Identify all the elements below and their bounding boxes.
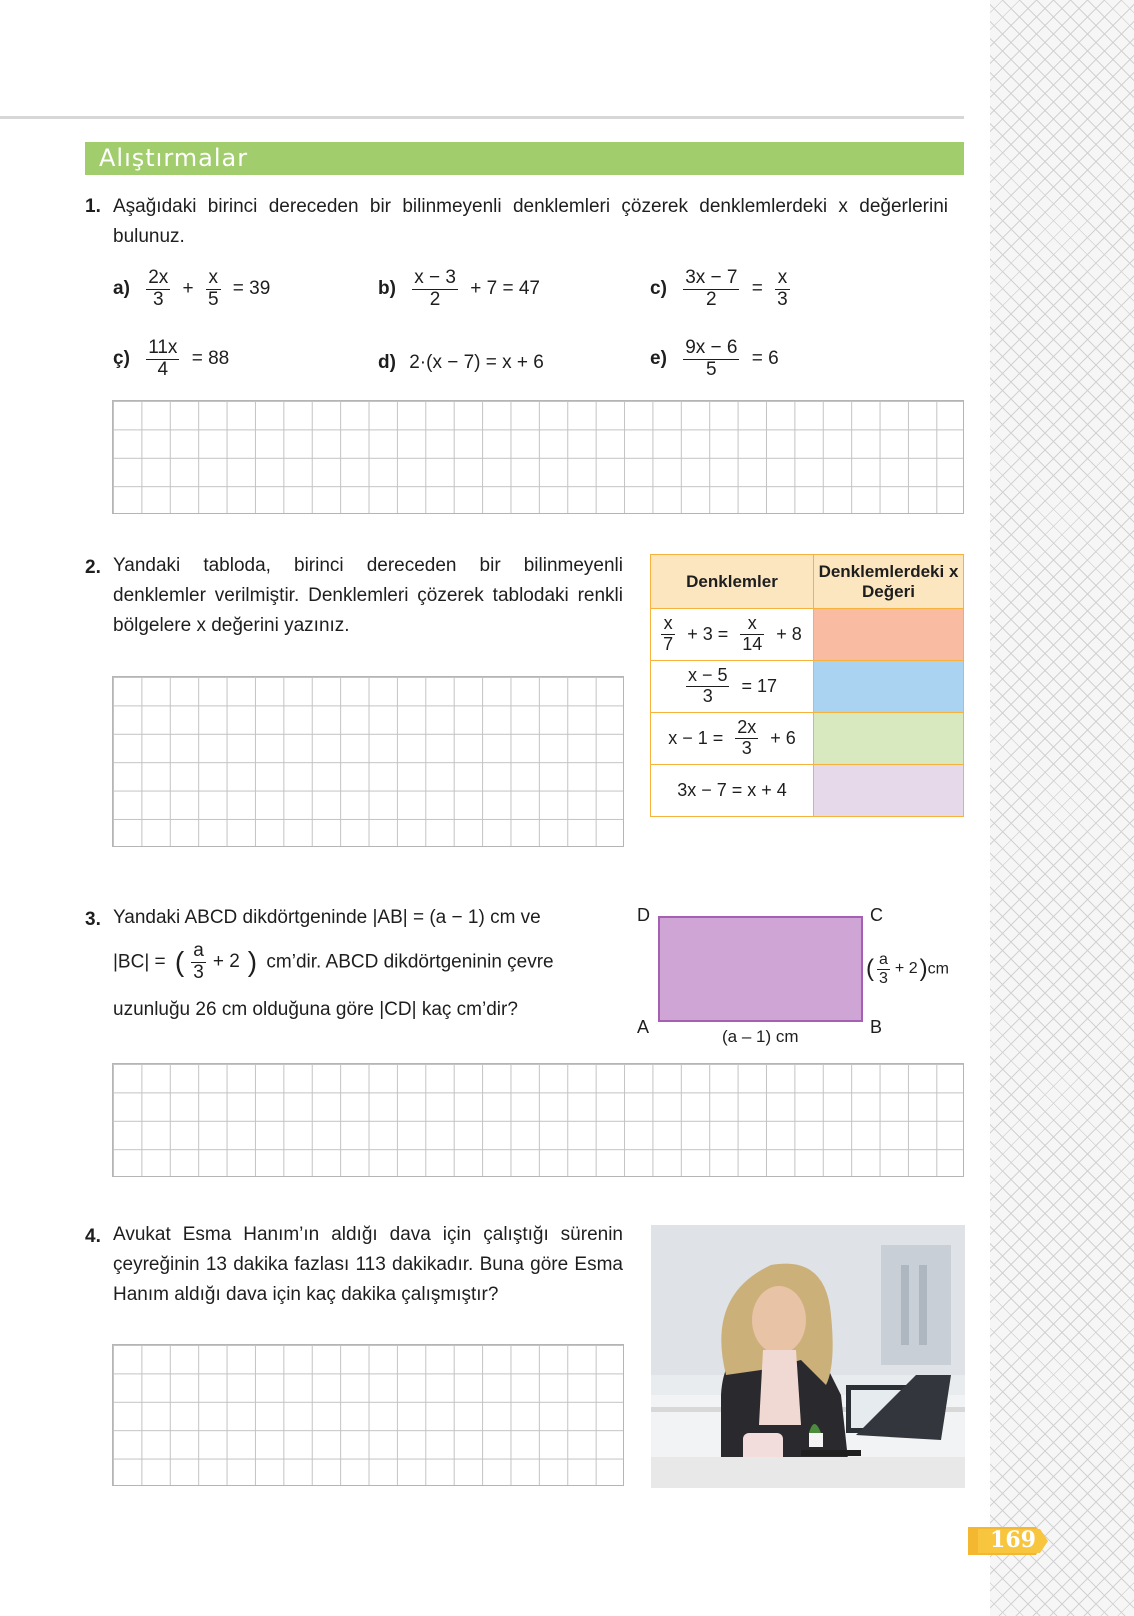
q3-answer-grid[interactable] [112,1063,964,1177]
q1-text: Aşağıdaki birinci dereceden bir bilinmeyenli denklemleri çözerek denklemlerdeki x değerlerini bulunuz. [113,196,948,247]
vertex-b: B [870,1017,883,1037]
q4-number: 4. [85,1226,101,1247]
q4-answer-grid[interactable] [112,1344,624,1486]
vertex-a: A [637,1017,650,1037]
table-answer-cell-4[interactable] [814,765,964,817]
table-equation-1: $\frac{x}{7}$ + 3 = $\frac{x}{14}$ + 8 [651,609,814,661]
abcd-rectangle [658,916,863,1022]
page-number-badge [968,1523,1058,1559]
table-header-x-value: Denklemlerdeki x Değeri [814,555,964,609]
page-number: 169 [990,1527,1036,1553]
table-equation-3: x − 1 = $\frac{2x}{3}$ + 6 [651,713,814,765]
table-answer-cell-3[interactable] [814,713,964,765]
q1-eq-d: d) 2·(x − 7) = x + 6 [378,352,544,373]
table-header-equations: Denklemler [651,555,814,609]
q1-answer-grid[interactable] [112,400,964,514]
q3-line-2: |BC| = ( $\frac{a}{3}$ + 2 ) cm’dir. ABCD dikdörtgeninin çevre [113,940,554,983]
side-bc-label: ( $\frac{a}{3}$ + 2)cm [866,951,949,987]
q1-eq-a: a) $\frac{2x}{3}$ + $\frac{x}{5}$ = 39 [113,267,271,310]
q1-eq-e: e) $\frac{9x - 6}{5}$ = 6 [650,337,779,380]
q3-line-3: uzunluğu 26 cm olduğuna göre |CD| kaç cm’dir? [113,999,518,1020]
table-answer-cell-2[interactable] [814,661,964,713]
q2-answer-grid[interactable] [112,676,624,847]
vertex-d: D [637,905,650,925]
section-title: Alıştırmalar [85,142,964,175]
q1-eq-b: b) $\frac{x - 3}{2}$ + 7 = 47 [378,267,540,310]
q2-number: 2. [85,557,101,578]
q2-equation-table [650,554,964,817]
q1-eq-c: c) $\frac{3x - 7}{2}$ = $\frac{x}{3}$ [650,267,788,310]
table-equation-4: 3x − 7 = x + 4 [651,765,814,817]
table-answer-cell-1[interactable] [814,609,964,661]
side-pattern [990,0,1134,1616]
vertex-c: C [870,905,883,925]
q1-eq-c-cedilla: ç) $\frac{11x}{4}$ = 88 [113,337,230,380]
q3-line-1: Yandaki ABCD dikdörtgeninde |AB| = (a − 1) cm ve [113,907,541,928]
q4-text: Avukat Esma Hanım’ın aldığı dava için çalıştığı sürenin çeyreğinin 13 dakika fazlası 113 dakikadır. Buna göre Esma Hanım aldığı dava için kaç dakika çalışmıştır? [113,1224,623,1305]
q3-number: 3. [85,909,101,930]
q1-number: 1. [85,196,101,217]
lawyer-photo [651,1225,965,1488]
table-equation-2: $\frac{x - 5}{3}$ = 17 [651,661,814,713]
q2-text: Yandaki tabloda, birinci dereceden bir bilinmeyenli denklemler verilmiştir. Denklemleri çözerek tablodaki renkli bölgelere x değerini yazınız. [113,555,623,636]
side-ab-label: (a – 1) cm [722,1027,799,1046]
top-rule [0,116,964,119]
